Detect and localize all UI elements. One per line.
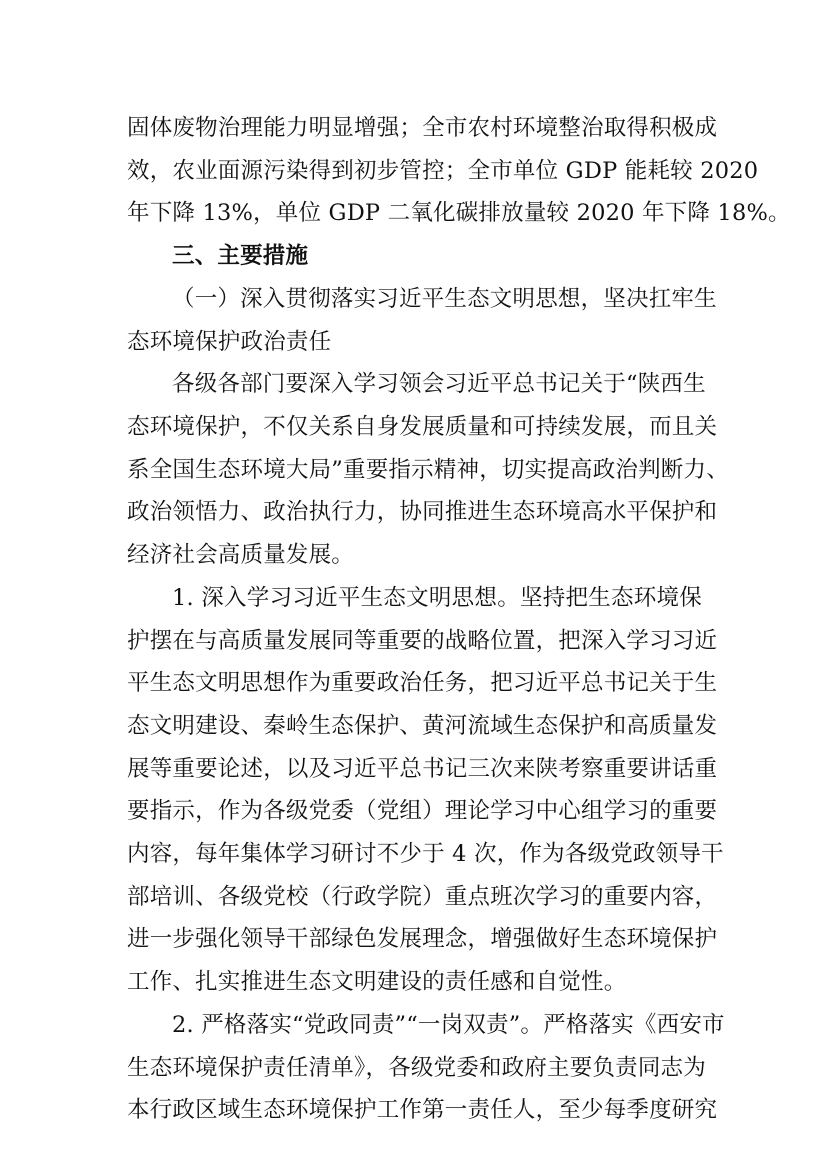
text-line: 平生态文明思想作为重要政治任务，把习近平总书记关于生 <box>127 670 718 696</box>
text-line: 经济社会高质量发展。 <box>127 542 355 568</box>
text-line: 态文明建设、秦岭生态保护、黄河流域生态保护和高质量发 <box>127 713 718 739</box>
text-line: 固体废物治理能力明显增强；全市农村环境整治取得积极成 <box>127 115 718 141</box>
text-line: 本行政区域生态环境保护工作第一责任人，至少每季度研究 <box>127 1097 718 1123</box>
subsection-heading-cont: 态环境保护政治责任 <box>127 329 332 355</box>
text-line: 工作、扎实推进生态文明建设的责任感和自觉性。 <box>127 969 627 995</box>
text-line: 2. 严格落实“党政同责”“一岗双责”。严格落实《西安市 <box>172 1012 725 1038</box>
text-line: 进一步强化领导干部绿色发展理念，增强做好生态环境保护 <box>127 926 718 952</box>
subsection-heading: （一）深入贯彻落实习近平生态文明思想，坚决扛牢生 <box>172 286 717 312</box>
section-heading: 三、主要措施 <box>172 243 309 269</box>
text-line: 内容，每年集体学习研讨不少于 4 次，作为各级党政领导干 <box>127 841 724 867</box>
text-line: 1. 深入学习习近平生态文明思想。坚持把生态环境保 <box>172 585 702 611</box>
text-line: 要指示，作为各级党委（党组）理论学习中心组学习的重要 <box>127 798 718 824</box>
text-line: 政治领悟力、政治执行力，协同推进生态环境高水平保护和 <box>127 499 718 525</box>
text-line: 态环境保护，不仅关系自身发展质量和可持续发展，而且关 <box>127 414 718 440</box>
text-line: 年下降 13%，单位 GDP 二氧化碳排放量较 2020 年下降 18%。 <box>127 200 791 226</box>
text-line: 效，农业面源污染得到初步管控；全市单位 GDP 能耗较 2020 <box>127 158 759 184</box>
text-line: 各级各部门要深入学习领会习近平总书记关于“陕西生 <box>172 371 706 397</box>
text-line: 展等重要论述，以及习近平总书记三次来陕考察重要讲话重 <box>127 756 718 782</box>
text-line: 系全国生态环境大局”重要指示精神，切实提高政治判断力、 <box>127 457 729 483</box>
text-line: 护摆在与高质量发展同等重要的战略位置，把深入学习习近 <box>127 628 718 654</box>
text-line: 生态环境保护责任清单》，各级党委和政府主要负责同志为 <box>127 1055 706 1081</box>
text-line: 部培训、各级党校（行政学院）重点班次学习的重要内容， <box>127 884 718 910</box>
